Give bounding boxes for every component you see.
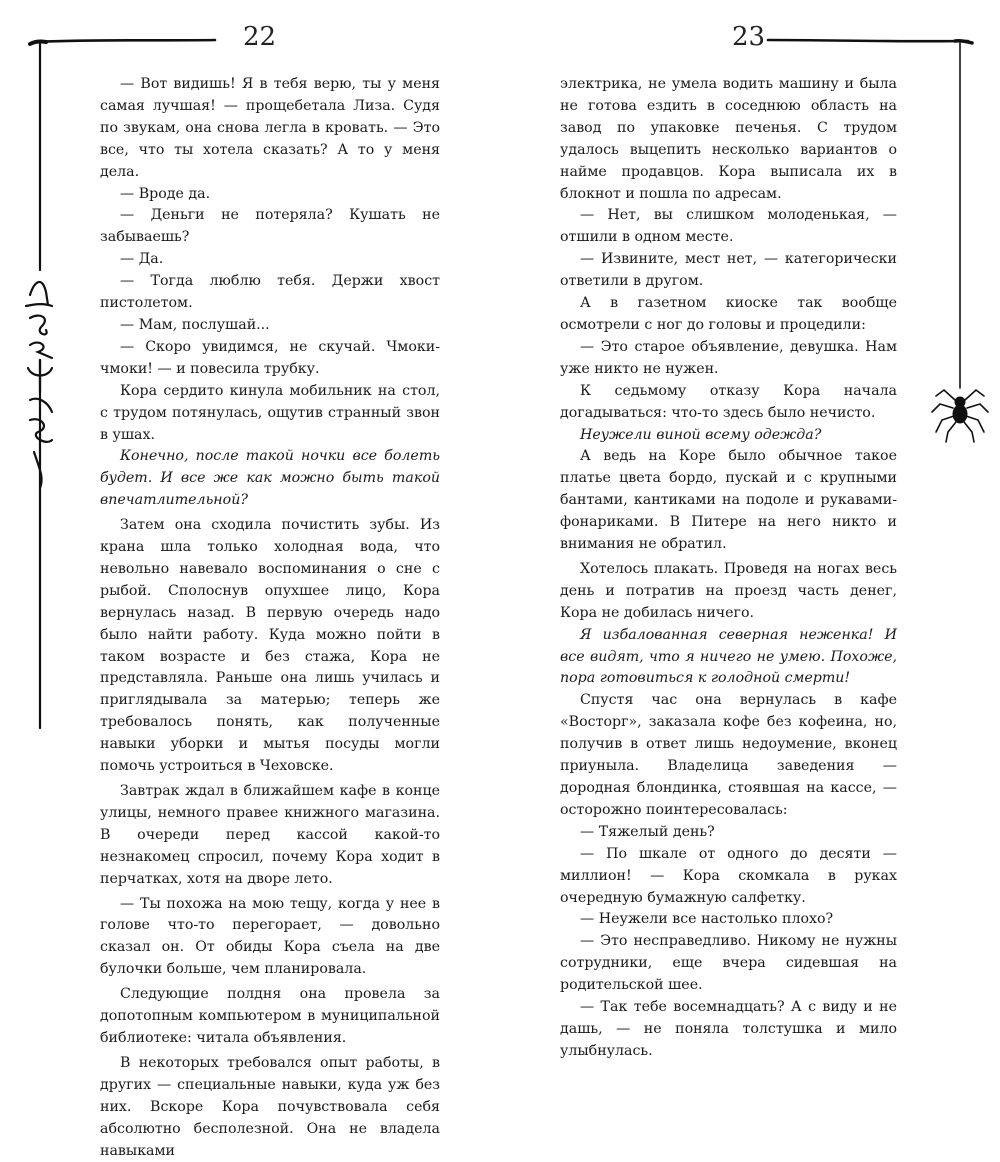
paragraph: — Вот видишь! Я в тебя верю, ты у меня самая лучшая! — прощебетала Лиза. Судя по звукам, она снова легла в кровать. — Это все, что ты хотела сказать? А то у меня дела. [100,76,440,180]
paragraph: В некоторых требовался опыт работы, в других — специальные навыки, куда уж без них. Вскоре Кора почувствовала себя абсолютно бесполезной. Она не владела навыками [100,1054,440,1159]
spider-icon [932,390,988,442]
paragraph: — Вроде да. [120,185,211,202]
paragraph: — Тяжелый день? [580,823,715,840]
paragraph: Я избалованная северная неженка! И все видят, что я ничего не умею. Похоже, пора готовиться к голодной смерти! [560,626,897,687]
paragraph: Завтрак ждал в ближайшем кафе в конце улицы, немного правее книжного магазина. В очереди перед кассой какой-то незнакомец спросил, почему Кора ходит в перчатках, хотя на дворе лето. [100,783,440,887]
paragraph: — Нет, вы слишком молоденькая, — отшили в одном месте. [560,207,897,246]
paragraph: — Да. [120,251,164,268]
paragraph: — Так тебе восемнадцать? А с виду и не дашь, — не поняла толстушка и мило улыбнулась. [560,999,897,1059]
paragraph: — По шкале от одного до десяти — миллион! — Кора скомкала в руках очередную бумажную салфетку. [560,845,897,906]
paragraph: Затем она сходила почистить зубы. Из крана шла только холодная вода, что невольно навевало воспоминания о сне с рыбой. Сполоснув опухшее лицо, Кора вернулась назад. В первую очередь надо было найти работу. Куда можно пойти в таком возрасте и без стажа, Кора не представляла. Раньше она лишь училась и приглядывала за матерью; теперь же требовалось понять, как полученные навыки уборки и мытья посуды могли помочь устроиться в Чеховске. [100,517,440,775]
paragraph: Следующие полдня она провела за допотопным компьютером в муниципальной библиотеке: читала объявления. [100,986,440,1046]
left-page-text [100,74,440,1162]
paragraph: — Тогда люблю тебя. Держи хвост пистолетом. [100,273,440,312]
paragraph: А ведь на Коре было обычное такое платье цвета бордо, пускай и с крупными бантами, кантиками на подоле и рукавами-фонариками. В Питере на него никто и внимания не обратил. [560,448,897,553]
paragraph: Конечно, после такой ночки все болеть будет. И все же как можно быть такой впечатлительной? [100,448,440,509]
paragraph: К седьмому отказу Кора начала догадываться: что-то здесь было нечисто. [560,382,897,421]
paragraph: Хотелось плакать. Проведя на ногах весь день и потратив на проезд часть денег, Кора не добилась ничего. [560,560,897,621]
paragraph: — Ты похожа на мою тещу, когда у нее в голове что-то перегорает, — довольно сказал он. От обиды Кора съела на две булочки больше, чем планировала. [100,895,440,978]
right-page-text [560,74,897,1063]
paragraph: — Извините, мест нет, — категорически ответили в другом. [560,251,897,290]
paragraph: электрика, не умела водить машину и была не готова ездить в соседнюю область на завод по упаковке печенья. С трудом удалось выцепить несколько вариантов о найме продавцов. Кора выписала их в блокнот и пошла по адресам. [560,76,897,202]
paragraph: — Мам, послушай... [120,316,270,333]
paragraph: — Это несправедливо. Никому не нужны сотрудники, еще вчера сидевшая на родительской шее. [560,933,897,994]
page-number-left: 22 [243,22,277,52]
paragraph: А в газетном киоске так вообще осмотрели с ног до головы и процедили: [560,295,897,333]
paragraph: — Это старое объявление, девушка. Нам уже никто не нужен. [560,338,897,377]
paragraph: — Неужели все настолько плохо? [580,911,834,928]
paragraph: — Скоро увидимся, не скучай. Чмоки-чмоки! — и повесила трубку. [100,338,440,377]
page-number-right: 23 [732,22,766,52]
paragraph: Кора сердито кинула мобильник на стол, с трудом потянулась, ощутив странный звон в ушах. [100,382,440,443]
paragraph: — Деньги не потеряла? Кушать не забываешь? [100,207,440,246]
paragraph: Неужели виной всему одежда? [580,426,822,443]
paragraph: Спустя час она вернулась в кафе «Восторг», заказала кофе без кофеина, но, получив в ответ лишь недоумение, вконец приуныла. Владелица заведения — дородная блондинка, стоявшая на кассе, — осторожно поинтересовалась: [560,692,897,818]
